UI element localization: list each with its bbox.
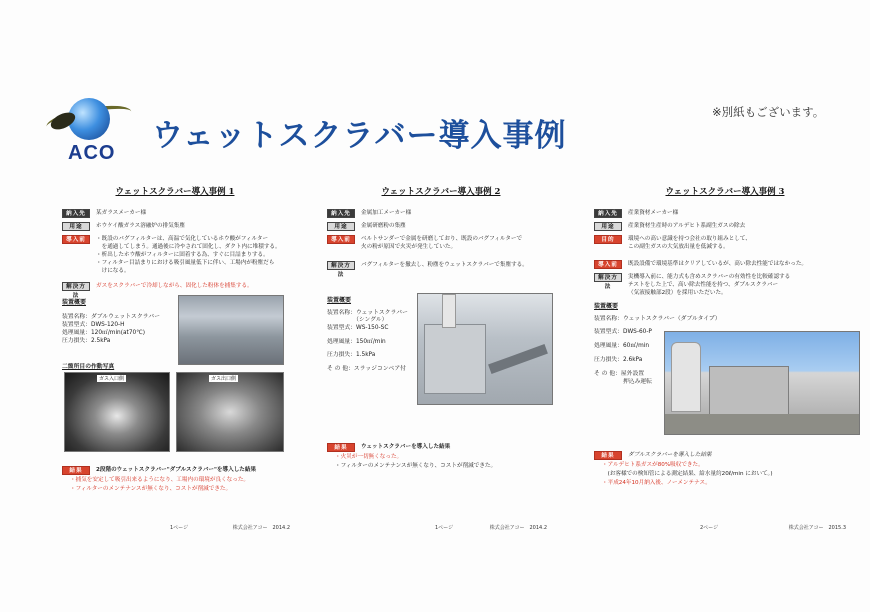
page-number: 1ページ (435, 525, 454, 531)
intro-line: 既設設備で環境基準はクリアしているが、高い除去性能ではなかった。 (628, 261, 808, 267)
spec-line: 圧力損失：1.5kPa (327, 352, 376, 358)
solve-line: 実機導入前に、能力式も含めスクラバーの有効性を比較確認する (628, 274, 791, 280)
photo-label-outlet: ガス出口側 (211, 376, 237, 382)
spec-line: （シングル） (327, 317, 388, 323)
scrubber-photo (417, 293, 553, 405)
spec-line: 処理風量：120㎥/min(at70℃) (62, 330, 145, 336)
solve-line: （気液接触部2段）を採用いただいた。 (628, 290, 727, 296)
scrubber-body (424, 324, 486, 394)
case-title: ウェットスクラバー導入事例 3 (665, 187, 785, 197)
photo-label-inlet: ガス入口側 (99, 376, 125, 382)
result-line: ・捕気を安定して吸引出来るようになり、工場内の環境が良くなった。 (70, 477, 250, 483)
target-line: この副生ガスの大気放出量を低減する。 (628, 244, 729, 250)
result-tag: 結果 (594, 451, 622, 460)
spec-line: 装置型式：DWS-60-P (594, 329, 652, 335)
spec-line: そ の 他：スラッジコンベア付 (327, 366, 406, 372)
intro-line: ・フィルター目詰まりにおける吸引風量低下に伴い、工場内が粉塵だら (96, 260, 275, 266)
scrubber-unit (709, 366, 789, 416)
spec-line: 装置型式：WS-150-SC (327, 325, 389, 331)
conveyor (488, 344, 548, 374)
solve-text: ガスをスクラバーで冷却しながら、固化した粉体を捕集する。 (96, 283, 253, 289)
company-footer: 株式会社アコー 2014.2 (489, 525, 547, 531)
spec-line: 押込み運転 (594, 379, 652, 385)
ground (665, 414, 860, 435)
page-number: 1ページ (170, 525, 189, 531)
solve-tag: 解決方法 (62, 282, 90, 291)
target-line: 環境への高い意識を持つ会社の取り組みとして、 (628, 236, 751, 242)
intro-line: を通過してしまう。通過後に冷やされて固化し、ダクト内に堆積する。 (96, 244, 281, 250)
spec-line: 処理風量：150㎥/min (327, 339, 386, 345)
use-tag: 用途 (62, 222, 90, 231)
exhaust-stack (442, 294, 456, 328)
result-line: ・フィルターのメンテナンスが無くなり、コストが削減できた。 (335, 463, 497, 469)
spec-line: 装置名称：ウェットスクラバー（ダブルタイプ） (594, 316, 721, 322)
use-tag: 用途 (594, 222, 622, 231)
result-title: 2段階のウェットスクラバー"ダブルスクラバー"を導入した結果 (96, 467, 257, 473)
unit-photo (178, 295, 284, 365)
spec-line: 圧力損失：2.5kPa (62, 338, 111, 344)
specs-heading: 装置概要 (62, 299, 87, 306)
spec-line: そ の 他：屋外設置 (594, 371, 645, 377)
intro-tag: 導入前 (327, 235, 355, 244)
intro-line: ・析出したホウ酸がフィルターに固着する為、すぐに目詰まりする。 (96, 252, 269, 258)
solve-text: バグフィルターを撤去し、粉塵をウェットスクラバーで集塵する。 (361, 262, 528, 268)
result-line: (お客様での検知管による測定結果、給水量約20ℓ/min において。) (602, 471, 773, 477)
customer-tag: 納入先 (327, 209, 355, 218)
use-text: ホウケイ酸ガラス溶融炉の排気集塵 (96, 223, 185, 229)
case-title: ウェットスクラバー導入事例 2 (381, 187, 501, 197)
company-footer: 株式会社アコー 2014.2 (232, 525, 290, 531)
spec-line: 装置名称：ダブルウェットスクラバー (62, 314, 161, 320)
intro-line: ベルトサンダーで金属を研磨しており、既設のバグフィルターで (361, 236, 523, 242)
result-title: ウェットスクラバーを導入した結果 (361, 444, 451, 450)
spec-line: 装置型式：DWS-120-H (62, 322, 125, 328)
customer-text: 金属加工メーカー様 (361, 210, 412, 216)
tank (671, 342, 701, 412)
result-tag: 結果 (327, 443, 355, 452)
use-tag: 用途 (327, 222, 355, 231)
customer-text: 某ガラスメーカー様 (96, 210, 147, 216)
case-1 (60, 185, 290, 531)
spec-line: 装置名称：ウェットスクラバー (327, 310, 408, 316)
customer-tag: 納入先 (62, 209, 90, 218)
page-title: ウェットスクラバー導入事例 (152, 118, 567, 154)
use-text: 金属研磨粉の集塵 (361, 223, 406, 229)
result-tag: 結果 (62, 466, 90, 475)
intro-line: ・既設のバグフィルターは、高温で気化しているホウ酸がフィルター (96, 236, 269, 242)
customer-tag: 納入先 (594, 209, 622, 218)
result-line: ・平成24年10月納入後、ノーメンテナス。 (602, 480, 711, 486)
duct-outlet-photo (176, 372, 284, 452)
result-title: ダブルスクラバーを導入した結果 (628, 452, 712, 458)
result-line: ・フィルターのメンテナンスが無くなり、コストが削減できた。 (70, 486, 232, 492)
supplement-note: ※別紙もございます。 (712, 105, 825, 119)
intro-tag: 導入前 (594, 260, 622, 269)
spec-line: 圧力損失：2.6kPa (594, 357, 643, 363)
target-tag: 目的 (594, 235, 622, 244)
case-title: ウェットスクラバー導入事例 1 (115, 187, 235, 197)
spec-line: 処理風量：60㎥/min (594, 343, 650, 349)
case-2 (325, 185, 557, 531)
intro-line: 火の粉が原因で火災が発生していた。 (361, 244, 457, 250)
duct-inlet-photo (64, 372, 170, 452)
use-text: 産業資材生産時のアルデヒト系副生ガスの除去 (628, 223, 746, 229)
solve-tag: 解決方法 (327, 261, 355, 270)
solve-line: テストをした上で、高い除去性能を持つ、ダブルスクラバー (628, 282, 779, 288)
specs-heading: 装置概要 (594, 303, 619, 310)
case-3 (592, 185, 858, 531)
aco-logo (46, 96, 136, 168)
solve-tag: 解決方法 (594, 273, 622, 282)
photo-caption: 二箇所目の作動写真 (62, 364, 115, 370)
result-line: ・火災が一切無くなった。 (335, 454, 403, 460)
result-line: ・アルデヒト系ガスが80%吸収できた。 (602, 462, 704, 468)
specs-heading: 装置概要 (327, 297, 352, 304)
intro-line: けになる。 (96, 268, 130, 274)
customer-text: 産業資材メーカー様 (628, 210, 679, 216)
page-number: 2ページ (700, 525, 719, 531)
intro-tag: 導入前 (62, 235, 90, 244)
outdoor-scrubber-photo (664, 331, 860, 435)
logo-text: ACO (68, 142, 116, 164)
company-footer: 株式会社アコー 2015.3 (788, 525, 846, 531)
